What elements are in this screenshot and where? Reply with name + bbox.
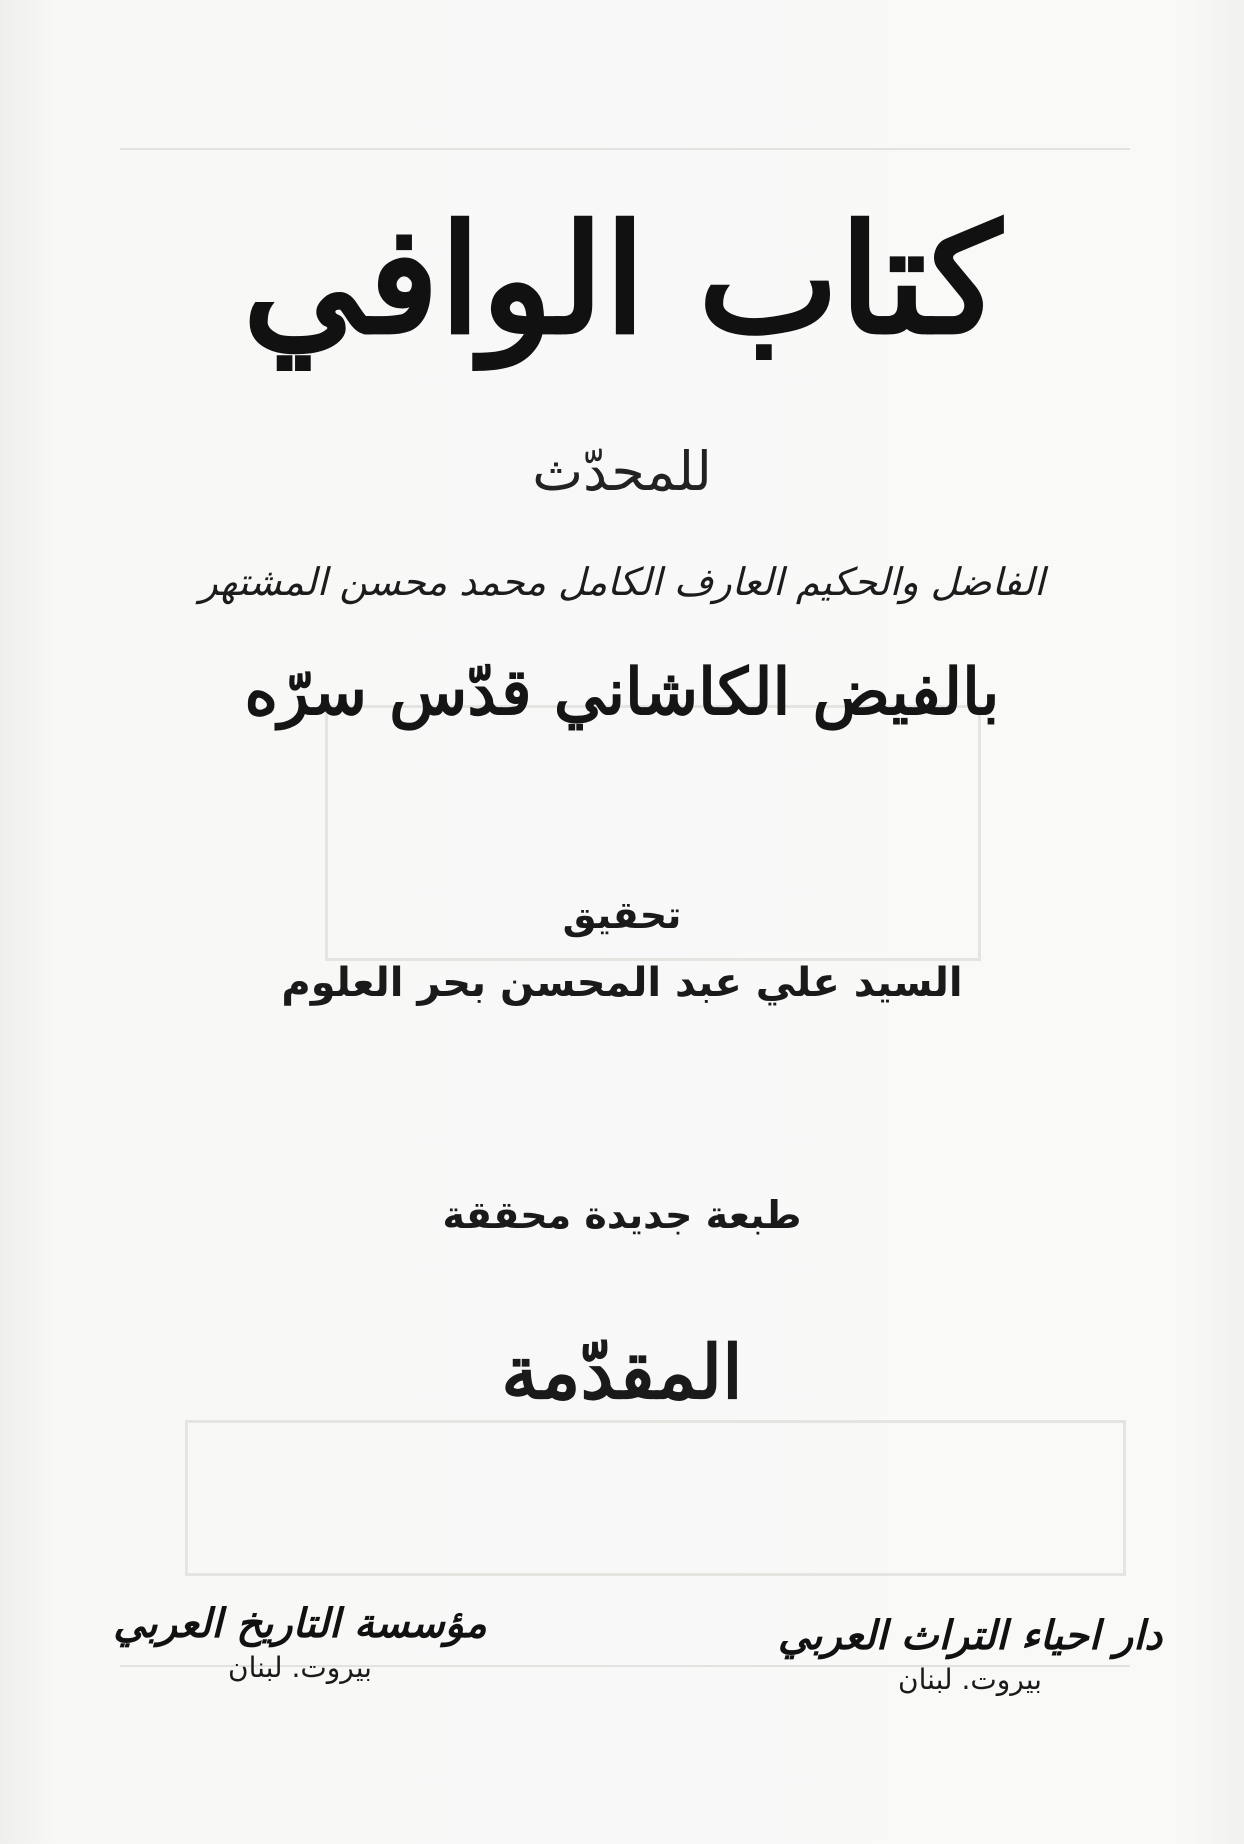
publisher-left-name: مؤسسة التاريخ العربي	[113, 1600, 487, 1647]
publisher-left-city: بيروت. لبنان	[228, 1651, 372, 1684]
bleed-through-rule	[120, 148, 1130, 150]
volume-title: المقدّمة	[501, 1330, 743, 1416]
publisher-right-city: بيروت. لبنان	[898, 1663, 1042, 1696]
book-subtitle: للمحدّث	[532, 440, 712, 503]
publisher-right	[760, 1612, 1180, 1696]
publisher-left	[110, 1600, 490, 1684]
publisher-right-name: دار احياء التراث العربي	[777, 1612, 1163, 1659]
book-title: كتاب الوافي	[242, 192, 1002, 368]
bleed-through-stamp	[185, 1420, 1126, 1576]
editor-name: السيد علي عبد المحسن بحر العلوم	[281, 960, 963, 1006]
author-name: بالفيض الكاشاني قدّس سرّه	[244, 655, 1000, 730]
author-description: الفاضل والحكيم العارف الكامل محمد محسن المشتهر	[199, 560, 1045, 604]
tahqiq-label: تحقيق	[562, 893, 682, 937]
edition-note: طبعة جديدة محققة	[442, 1193, 802, 1237]
